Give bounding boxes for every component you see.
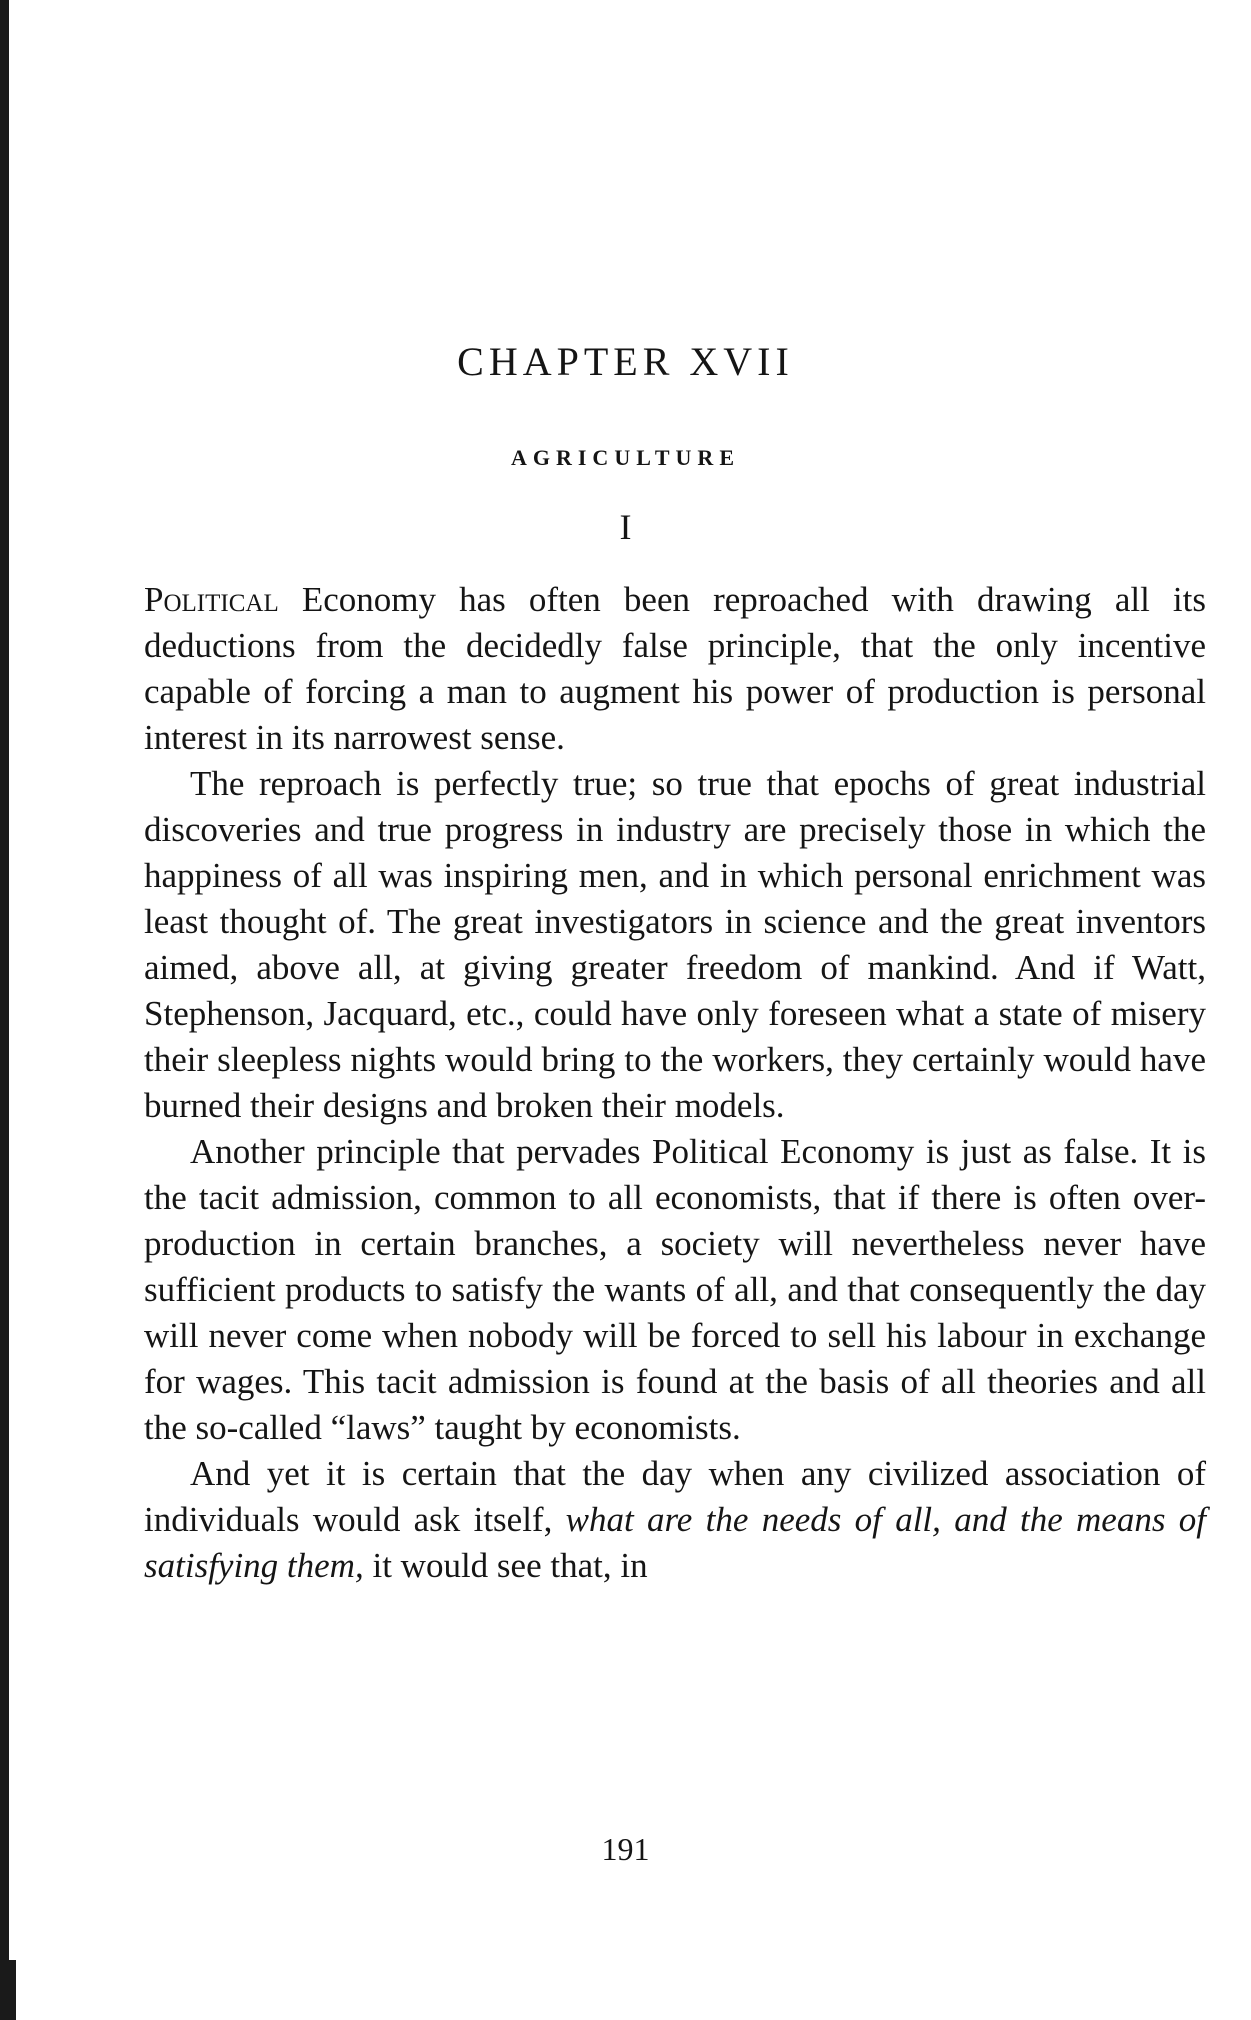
body-text (144, 577, 1206, 1589)
paragraph-4-text-after: it would see that, in (363, 1546, 648, 1585)
page-number: 191 (601, 1831, 650, 1867)
paragraph-4-text-before: And yet it is certain that the day when any civilized association of individuals would ask itself, (144, 1454, 1206, 1539)
paragraph-4-italic: what are the needs of all, and the means of satisfying them, (144, 1500, 1206, 1585)
paragraph-3: Another principle that pervades Political Economy is just as false. It is the tacit admission, common to all economists, that if there is often over-production in certain branches, a society will nevertheless never have sufficient products to satisfy the wants of all, and that consequently the day will never come when nobody will be forced to sell his labour in exchange for wages. This tacit admission is found at the basis of all theories and all the so-called “laws” taught by economists. (144, 1132, 1206, 1447)
paragraph-4 (144, 1451, 1206, 1589)
paragraph-1-lead: Political (144, 580, 279, 619)
section-title: AGRICULTURE (510, 445, 740, 470)
section-number: I (619, 507, 632, 547)
chapter-title: CHAPTER XVII (457, 339, 794, 384)
paragraph-1-text: Economy has often been reproached with drawing all its deductions from the decidedly false principle, that the only incentive capable of forcing a man to augment his power of production is personal interest in its narrowest sense. (144, 580, 1206, 757)
page-edge-shadow (0, 0, 9, 2020)
paragraph-1 (144, 577, 1206, 761)
paragraph-2: The reproach is perfectly true; so true that epochs of great industrial discoveries and true progress in industry are precisely those in which the happiness of all was inspiring men, and in which personal enrichment was least thought of. The great investigators in science and the great inventors aimed, above all, at giving greater freedom of mankind. And if Watt, Stephenson, Jacquard, etc., could have only foreseen what a state of misery their sleepless nights would bring to the workers, they certainly would have burned their designs and broken their models. (144, 764, 1206, 1125)
page-edge-shadow-bottom (0, 1960, 16, 2020)
